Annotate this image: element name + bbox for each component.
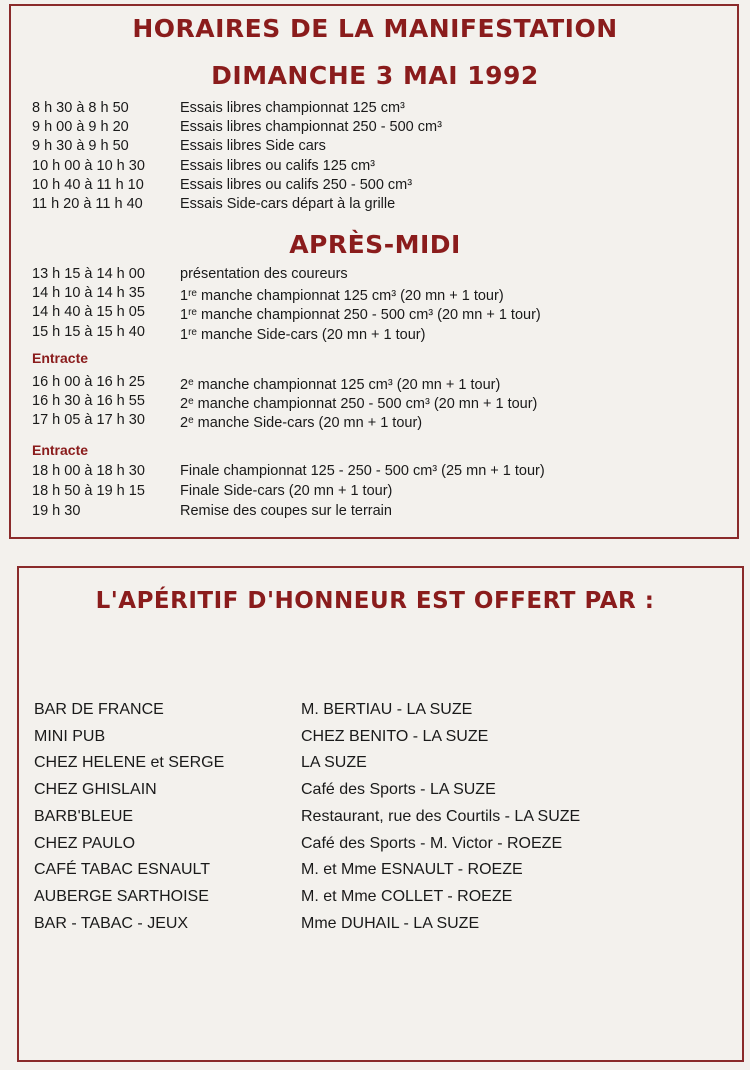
intermission-label: Entracte: [32, 350, 89, 366]
schedule-description: Essais libres championnat 250 - 500 cm³: [180, 119, 442, 136]
page-title: HORAIRES DE LA MANIFESTATION: [132, 14, 618, 43]
schedule-description: Remise des coupes sur le terrain: [180, 503, 392, 519]
schedule-time: 10 h 00 à 10 h 30: [32, 157, 145, 174]
sponsor-place: Mme DUHAIL - LA SUZE: [301, 914, 480, 932]
schedule-description: 1re manche Side-cars (20 mn + 1 tour): [180, 326, 426, 343]
schedule-description: 2e manche championnat 250 - 500 cm³ (20 mn + 1 tour): [180, 396, 538, 413]
sponsor-name: MINI PUB: [34, 727, 106, 745]
sponsor-place: Café des Sports - LA SUZE: [301, 781, 496, 799]
schedule-time: 8 h 30 à 8 h 50: [32, 100, 129, 116]
schedule-description: 2e manche championnat 125 cm³ (20 mn + 1 tour): [180, 377, 501, 393]
sponsor-name: CHEZ PAULO: [34, 834, 136, 852]
schedule-description: Essais libres Side cars: [180, 138, 326, 155]
intermission-label: Entracte: [32, 442, 89, 458]
schedule-description: Essais libres championnat 125 cm³: [180, 100, 405, 116]
sponsor-name: BAR - TABAC - JEUX: [34, 914, 189, 932]
schedule-time: 9 h 00 à 9 h 20: [32, 119, 129, 136]
sponsor-name: CHEZ GHISLAIN: [34, 781, 157, 799]
afternoon-heading: APRÈS-MIDI: [289, 230, 461, 259]
sponsor-name: CAFÉ TABAC ESNAULT: [34, 861, 211, 879]
sponsor-name: CHEZ HELENE et SERGE: [34, 754, 225, 772]
schedule-time: 17 h 05 à 17 h 30: [32, 412, 145, 429]
schedule-time: 19 h 30: [32, 503, 81, 519]
schedule-time: 10 h 40 à 11 h 10: [32, 176, 144, 193]
schedule-description: Finale Side-cars (20 mn + 1 tour): [180, 483, 393, 499]
schedule-time: 14 h 40 à 15 h 05: [32, 304, 145, 321]
schedule-description: 1re manche championnat 250 - 500 cm³ (20 mn + 1 tour): [180, 307, 541, 324]
sponsor-place: CHEZ BENITO - LA SUZE: [301, 727, 489, 745]
sponsor-place: Café des Sports - M. Victor - ROEZE: [301, 834, 563, 852]
schedule-time: 18 h 50 à 19 h 15: [32, 483, 145, 499]
schedule-time: 16 h 00 à 16 h 25: [32, 374, 145, 390]
schedule-description: 2e manche Side-cars (20 mn + 1 tour): [180, 415, 423, 432]
schedule-description: Essais libres ou califs 125 cm³: [180, 157, 376, 174]
schedule-description: Essais libres ou califs 250 - 500 cm³: [180, 176, 413, 193]
schedule-time: 13 h 15 à 14 h 00: [32, 266, 145, 282]
schedule-description: 1re manche championnat 125 cm³ (20 mn + 1 tour): [180, 288, 504, 305]
schedule-description: Finale championnat 125 - 250 - 500 cm³ (25 mn + 1 tour): [180, 463, 545, 479]
sponsor-place: M. et Mme ESNAULT - ROEZE: [301, 861, 523, 879]
schedule-time: 16 h 30 à 16 h 55: [32, 393, 145, 410]
sponsor-name: BARB'BLEUE: [34, 807, 134, 825]
sponsor-place: M. et Mme COLLET - ROEZE: [301, 887, 513, 905]
event-date: DIMANCHE 3 MAI 1992: [211, 61, 539, 90]
sponsor-name: BAR DE FRANCE: [34, 701, 164, 718]
schedule-description: présentation des coureurs: [180, 266, 348, 282]
sponsor-name: AUBERGE SARTHOISE: [34, 887, 209, 905]
schedule-time: 9 h 30 à 9 h 50: [32, 138, 129, 155]
schedule-time: 15 h 15 à 15 h 40: [32, 323, 145, 340]
schedule-time: 14 h 10 à 14 h 35: [32, 285, 145, 302]
schedule-time: 11 h 20 à 11 h 40: [32, 196, 143, 212]
sponsor-place: LA SUZE: [301, 754, 367, 772]
sponsor-place: Restaurant, rue des Courtils - LA SUZE: [301, 807, 581, 825]
schedule-time: 18 h 00 à 18 h 30: [32, 463, 145, 479]
schedule-description: Essais Side-cars départ à la grille: [180, 196, 396, 212]
sponsor-place: M. BERTIAU - LA SUZE: [301, 701, 473, 718]
aperitif-title: L'APÉRITIF D'HONNEUR EST OFFERT PAR :: [95, 588, 655, 614]
